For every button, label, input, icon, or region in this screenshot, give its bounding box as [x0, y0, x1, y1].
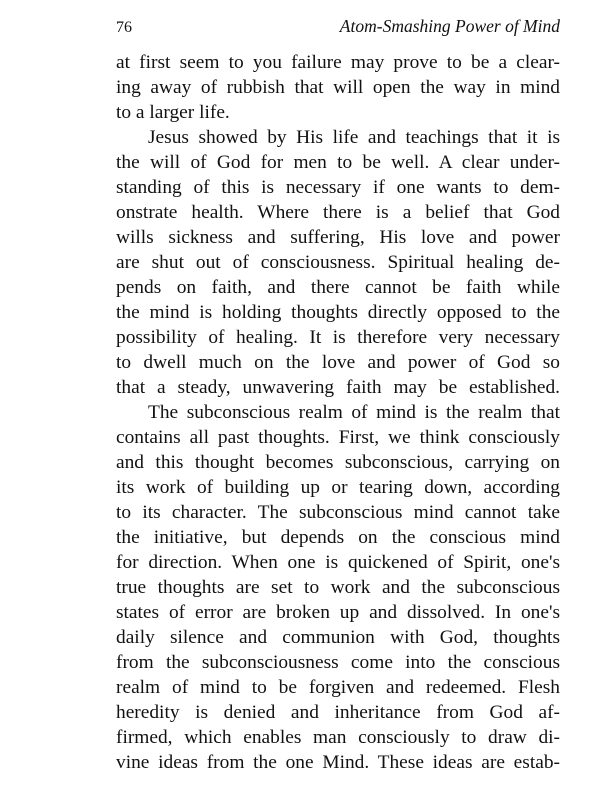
text-line: to its character. The subconscious mind cannot take [116, 502, 560, 523]
text-line: possibility of healing. It is therefore very necessary [116, 327, 560, 348]
text-line: that a steady, unwavering faith may be established. [116, 377, 560, 398]
text-line: at first seem to you failure may prove to be a clear- [116, 52, 560, 73]
text-line: to a larger life. [116, 102, 230, 123]
paragraph [116, 400, 560, 775]
text-line: true thoughts are set to work and the subconscious [116, 577, 560, 598]
text-line: firmed, which enables man consciously to draw di- [116, 727, 560, 748]
text-line: realm of mind to be forgiven and redeemed. Flesh [116, 677, 560, 698]
book-page [116, 16, 560, 775]
text-line: pends on faith, and there cannot be faith while [116, 277, 560, 298]
text-line: wills sickness and suffering, His love and power [116, 227, 560, 248]
text-line: states of error are broken up and dissolved. In one's [116, 602, 560, 623]
text-line: vine ideas from the one Mind. These ideas are estab- [116, 752, 560, 773]
text-line: ing away of rubbish that will open the way in mind [116, 77, 560, 98]
text-line: the initiative, but depends on the conscious mind [116, 527, 560, 548]
text-line: contains all past thoughts. First, we think consciously [116, 427, 560, 448]
running-title: Atom-Smashing Power of Mind [339, 16, 560, 36]
text-line: the mind is holding thoughts directly opposed to the [116, 302, 560, 323]
text-line: heredity is denied and inheritance from God af- [116, 702, 560, 723]
text-line: daily silence and communion with God, thoughts [116, 627, 560, 648]
text-line: onstrate health. Where there is a belief that God [116, 202, 560, 223]
text-line: The subconscious realm of mind is the realm that [148, 402, 560, 423]
paragraph [116, 125, 560, 400]
text-line: are shut out of consciousness. Spiritual healing de- [116, 252, 560, 273]
body-text [116, 50, 560, 775]
text-line: from the subconsciousness come into the conscious [116, 652, 560, 673]
text-line: standing of this is necessary if one wants to dem- [116, 177, 560, 198]
page-number: 76 [116, 19, 132, 36]
text-line: and this thought becomes subconscious, carrying on [116, 452, 560, 473]
text-line: the will of God for men to be well. A clear under- [116, 152, 560, 173]
paragraph [116, 50, 560, 125]
text-line: to dwell much on the love and power of God so [116, 352, 560, 373]
text-line: for direction. When one is quickened of Spirit, one's [116, 552, 560, 573]
text-line: Jesus showed by His life and teachings that it is [148, 127, 560, 148]
text-line: its work of building up or tearing down, according [116, 477, 560, 498]
running-head [116, 16, 560, 44]
